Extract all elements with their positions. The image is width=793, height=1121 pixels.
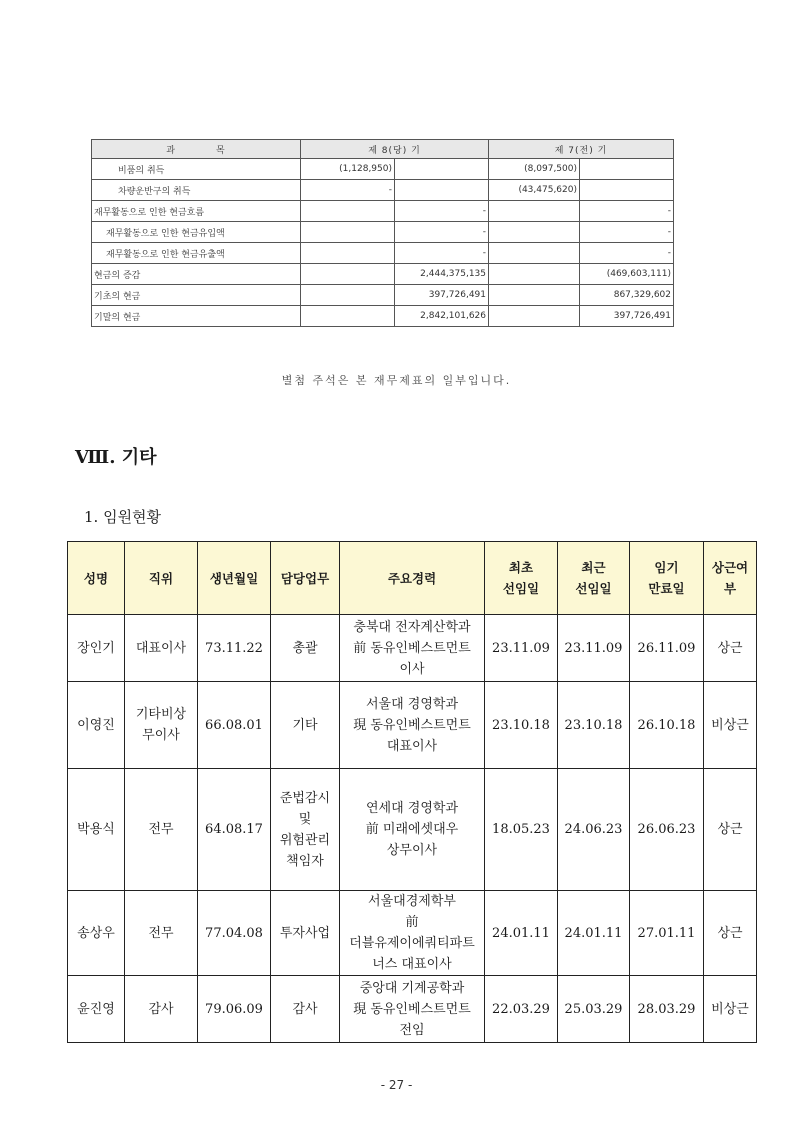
exec-birth-date: 73.11.22 [198,615,271,682]
cashflow-current-total [395,159,489,180]
exec-recent-appointed: 23.11.09 [558,615,630,682]
cashflow-previous-total [580,180,674,201]
executive-row [68,891,757,976]
cashflow-previous-detail [489,243,580,264]
cashflow-body [92,159,674,327]
exec-full-time: 비상근 [704,976,757,1043]
cashflow-previous-total: (469,603,111) [580,264,674,285]
cashflow-previous-detail [489,264,580,285]
executives-table [67,541,757,1043]
page-number: - 27 - [380,1078,413,1092]
cashflow-current-detail [301,285,395,306]
cashflow-current-total: - [395,243,489,264]
cashflow-item-label: 기말의 현금 [92,306,301,327]
cashflow-header-row [92,140,674,159]
cashflow-item-label: 현금의 증감 [92,264,301,285]
exec-position: 감사 [125,976,198,1043]
exec-term-expiry: 27.01.11 [630,891,704,976]
exec-career: 서울대 경영학과 現 동유인베스트먼트 대표이사 [340,682,485,769]
cashflow-item-label: 비품의 취득 [92,159,301,180]
cashflow-row [92,201,674,222]
cashflow-current-detail [301,243,395,264]
cashflow-row [92,243,674,264]
cashflow-row [92,159,674,180]
exec-recent-appointed: 25.03.29 [558,976,630,1043]
cashflow-current-total: 397,726,491 [395,285,489,306]
exec-recent-appointed: 24.06.23 [558,769,630,891]
exec-name: 송상우 [68,891,125,976]
exec-name: 이영진 [68,682,125,769]
header-duty: 담당업무 [271,542,340,615]
exec-first-appointed: 24.01.11 [485,891,558,976]
exec-first-appointed: 23.10.18 [485,682,558,769]
executives-header-row [68,542,757,615]
exec-full-time: 상근 [704,891,757,976]
header-full-time: 상근여 부 [704,542,757,615]
cashflow-previous-detail [489,285,580,306]
exec-first-appointed: 22.03.29 [485,976,558,1043]
cashflow-previous-total: 397,726,491 [580,306,674,327]
cashflow-row [92,285,674,306]
exec-duty: 기타 [271,682,340,769]
cashflow-previous-detail: (43,475,620) [489,180,580,201]
cashflow-item-label: 재무활동으로 인한 현금유입액 [92,222,301,243]
exec-name: 윤진영 [68,976,125,1043]
exec-term-expiry: 26.11.09 [630,615,704,682]
exec-birth-date: 77.04.08 [198,891,271,976]
executive-row [68,615,757,682]
cashflow-current-total: 2,444,375,135 [395,264,489,285]
cashflow-current-detail: - [301,180,395,201]
exec-first-appointed: 18.05.23 [485,769,558,891]
exec-career: 충북대 전자계산학과 前 동유인베스트먼트 이사 [340,615,485,682]
exec-term-expiry: 26.06.23 [630,769,704,891]
exec-name: 장인기 [68,615,125,682]
cashflow-row [92,306,674,327]
exec-recent-appointed: 24.01.11 [558,891,630,976]
cashflow-current-detail [301,264,395,285]
exec-full-time: 상근 [704,769,757,891]
financial-statement-note: 별첨 주석은 본 재무제표의 일부입니다. [281,374,512,387]
cashflow-previous-total: - [580,201,674,222]
cashflow-previous-total: - [580,243,674,264]
header-recent-appointed: 최근 선임일 [558,542,630,615]
cashflow-current-detail [301,306,395,327]
cashflow-item-label: 재무활동으로 인한 현금유출액 [92,243,301,264]
cashflow-item-label: 기초의 현금 [92,285,301,306]
cashflow-current-total: - [395,201,489,222]
exec-term-expiry: 28.03.29 [630,976,704,1043]
exec-position: 기타비상 무이사 [125,682,198,769]
cashflow-header-previous: 제 7(전) 기 [489,140,674,159]
exec-duty: 준법감시 및 위험관리 책임자 [271,769,340,891]
header-term-expiry: 임기 만료일 [630,542,704,615]
cashflow-previous-detail [489,201,580,222]
cashflow-current-detail [301,201,395,222]
exec-career: 중앙대 기계공학과 現 동유인베스트먼트 전임 [340,976,485,1043]
executive-row [68,682,757,769]
exec-first-appointed: 23.11.09 [485,615,558,682]
exec-duty: 총괄 [271,615,340,682]
cashflow-previous-total: - [580,222,674,243]
exec-birth-date: 64.08.17 [198,769,271,891]
exec-career: 서울대경제학부 前 더블유제이에쿼티파트 너스 대표이사 [340,891,485,976]
cashflow-item-label: 차량운반구의 취득 [92,180,301,201]
cashflow-table [91,139,674,327]
exec-duty: 투자사업 [271,891,340,976]
cashflow-row [92,264,674,285]
exec-career: 연세대 경영학과 前 미래에셋대우 상무이사 [340,769,485,891]
exec-birth-date: 79.06.09 [198,976,271,1043]
subsection-title: 1. 임원현황 [84,508,162,526]
cashflow-header-current: 제 8(당) 기 [301,140,489,159]
cashflow-current-total: - [395,222,489,243]
exec-position: 전무 [125,769,198,891]
cashflow-current-total: 2,842,101,626 [395,306,489,327]
header-name: 성명 [68,542,125,615]
cashflow-current-detail: (1,128,950) [301,159,395,180]
exec-full-time: 비상근 [704,682,757,769]
exec-full-time: 상근 [704,615,757,682]
header-birth-date: 생년월일 [198,542,271,615]
section-title: Ⅷ. 기타 [75,447,157,468]
cashflow-previous-total: 867,329,602 [580,285,674,306]
header-career: 주요경력 [340,542,485,615]
cashflow-current-total [395,180,489,201]
exec-name: 박용식 [68,769,125,891]
header-first-appointed: 최초 선임일 [485,542,558,615]
cashflow-previous-detail [489,222,580,243]
cashflow-current-detail [301,222,395,243]
exec-term-expiry: 26.10.18 [630,682,704,769]
executives-body [68,615,757,1043]
header-position: 직위 [125,542,198,615]
exec-duty: 감사 [271,976,340,1043]
cashflow-row [92,180,674,201]
cashflow-row [92,222,674,243]
exec-position: 대표이사 [125,615,198,682]
cashflow-header-item: 과 목 [92,140,301,159]
exec-position: 전무 [125,891,198,976]
cashflow-item-label: 재무활동으로 인한 현금흐름 [92,201,301,222]
executive-row [68,976,757,1043]
cashflow-previous-detail: (8,097,500) [489,159,580,180]
cashflow-previous-total [580,159,674,180]
executive-row [68,769,757,891]
exec-recent-appointed: 23.10.18 [558,682,630,769]
exec-birth-date: 66.08.01 [198,682,271,769]
cashflow-previous-detail [489,306,580,327]
